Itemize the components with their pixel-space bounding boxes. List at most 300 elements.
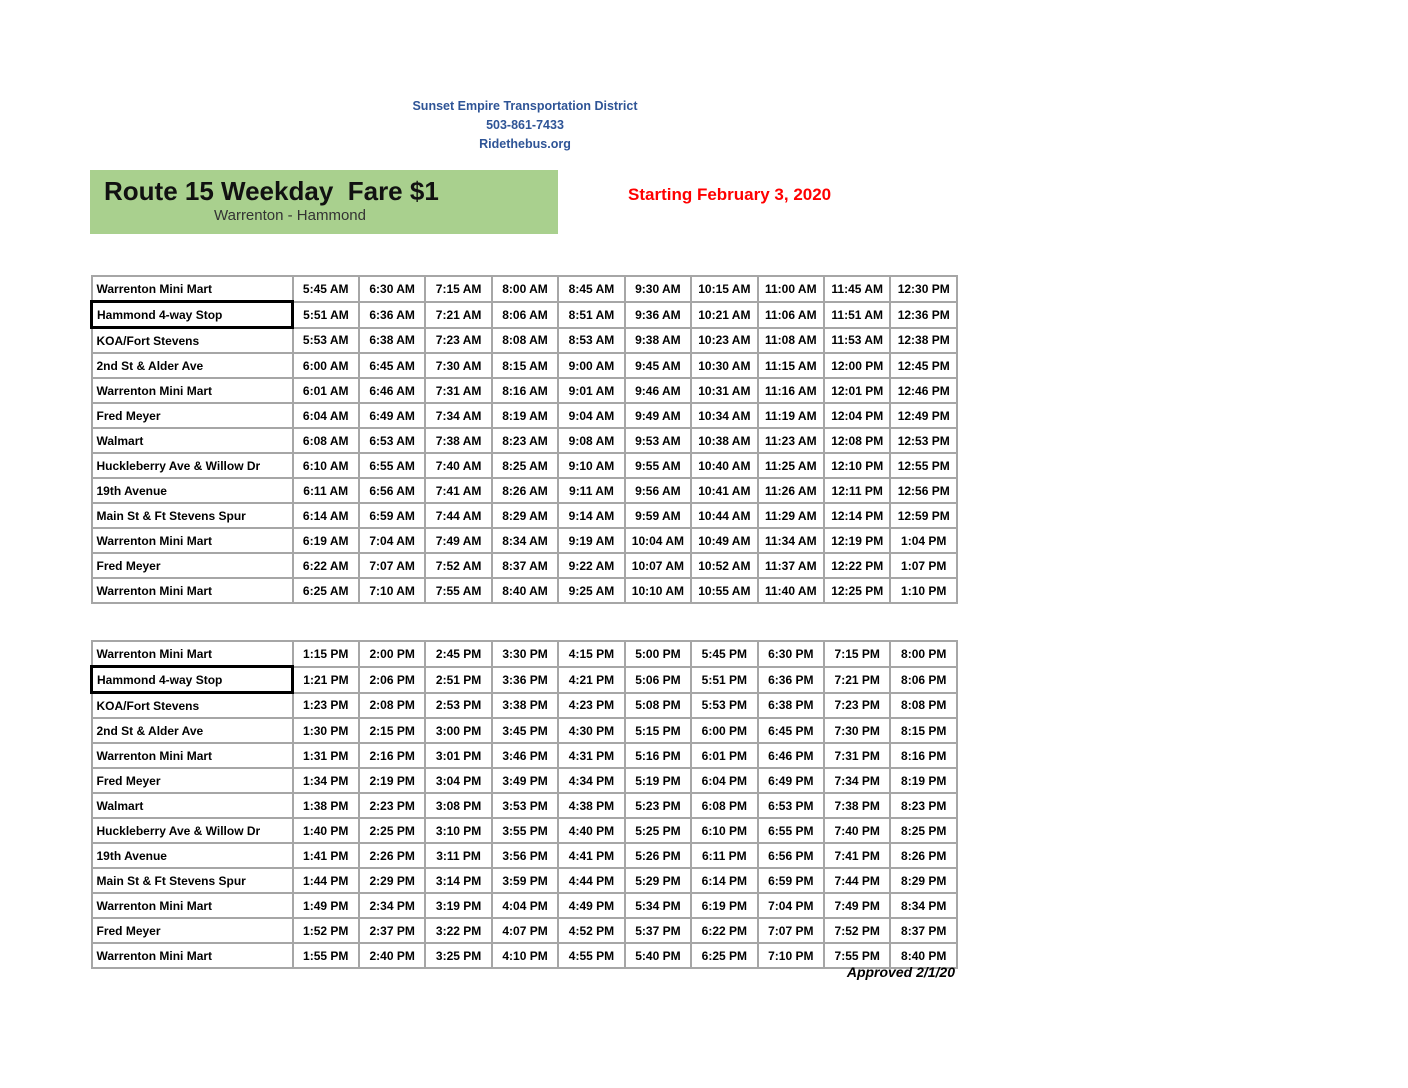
time-cell: 4:15 PM <box>558 641 624 667</box>
time-cell: 1:07 PM <box>890 553 957 578</box>
approved-note: Approved 2/1/20 <box>846 964 955 980</box>
time-cell: 6:25 AM <box>293 578 359 603</box>
route-title: Route 15 Weekday Fare $1 <box>104 176 439 206</box>
time-cell: 6:25 PM <box>691 943 757 968</box>
time-cell: 7:38 AM <box>425 428 491 453</box>
time-cell: 3:25 PM <box>425 943 491 968</box>
time-cell: 8:51 AM <box>558 302 624 328</box>
time-cell: 8:26 PM <box>890 843 957 868</box>
time-cell: 8:16 PM <box>890 743 957 768</box>
time-cell: 7:55 AM <box>425 578 491 603</box>
time-cell: 11:06 AM <box>758 302 824 328</box>
time-cell: 10:10 AM <box>625 578 691 603</box>
time-cell: 8:34 PM <box>890 893 957 918</box>
time-cell: 11:08 AM <box>758 328 824 354</box>
time-cell: 8:29 AM <box>492 503 558 528</box>
time-cell: 6:55 AM <box>359 453 425 478</box>
table-row <box>92 693 958 719</box>
time-cell: 6:53 PM <box>758 793 824 818</box>
time-cell: 1:10 PM <box>890 578 957 603</box>
time-cell: 1:41 PM <box>293 843 359 868</box>
time-cell: 5:06 PM <box>625 667 691 693</box>
time-cell: 7:55 PM <box>824 943 890 968</box>
stop-name-cell: Warrenton Mini Mart <box>92 578 293 603</box>
time-cell: 1:34 PM <box>293 768 359 793</box>
time-cell: 6:59 AM <box>359 503 425 528</box>
table-row <box>92 403 958 428</box>
time-cell: 3:36 PM <box>492 667 558 693</box>
time-cell: 3:14 PM <box>425 868 491 893</box>
time-cell: 3:45 PM <box>492 718 558 743</box>
time-cell: 7:15 AM <box>425 276 491 302</box>
table-row <box>92 578 958 603</box>
time-cell: 7:21 PM <box>824 667 890 693</box>
table-row <box>92 553 958 578</box>
stop-name-cell: Fred Meyer <box>92 403 293 428</box>
time-cell: 6:08 AM <box>293 428 359 453</box>
table-row <box>92 667 958 693</box>
time-cell: 7:40 AM <box>425 453 491 478</box>
time-cell: 6:38 AM <box>359 328 425 354</box>
time-cell: 4:38 PM <box>558 793 624 818</box>
time-cell: 11:23 AM <box>758 428 824 453</box>
time-cell: 6:49 AM <box>359 403 425 428</box>
time-cell: 10:40 AM <box>691 453 757 478</box>
time-cell: 11:15 AM <box>758 353 824 378</box>
time-cell: 4:04 PM <box>492 893 558 918</box>
time-cell: 12:22 PM <box>824 553 890 578</box>
time-cell: 5:45 PM <box>691 641 757 667</box>
time-cell: 6:22 AM <box>293 553 359 578</box>
table-row <box>92 641 958 667</box>
time-cell: 11:16 AM <box>758 378 824 403</box>
time-cell: 10:44 AM <box>691 503 757 528</box>
time-cell: 9:59 AM <box>625 503 691 528</box>
time-cell: 4:40 PM <box>558 818 624 843</box>
time-cell: 8:25 AM <box>492 453 558 478</box>
time-cell: 9:49 AM <box>625 403 691 428</box>
time-cell: 6:38 PM <box>758 693 824 719</box>
stop-name-cell: Fred Meyer <box>92 918 293 943</box>
time-cell: 3:46 PM <box>492 743 558 768</box>
stop-name-cell: Fred Meyer <box>92 553 293 578</box>
stop-name-cell: Fred Meyer <box>92 768 293 793</box>
time-cell: 5:23 PM <box>625 793 691 818</box>
time-cell: 10:31 AM <box>691 378 757 403</box>
table-row <box>92 302 958 328</box>
table-row <box>92 428 958 453</box>
time-cell: 1:31 PM <box>293 743 359 768</box>
time-cell: 6:49 PM <box>758 768 824 793</box>
stop-name-cell: 19th Avenue <box>92 843 293 868</box>
stop-name-cell: Huckleberry Ave & Willow Dr <box>92 453 293 478</box>
time-cell: 8:08 PM <box>890 693 957 719</box>
stop-name-cell: Main St & Ft Stevens Spur <box>92 868 293 893</box>
time-cell: 12:08 PM <box>824 428 890 453</box>
time-cell: 7:34 AM <box>425 403 491 428</box>
time-cell: 5:16 PM <box>625 743 691 768</box>
time-cell: 6:30 AM <box>359 276 425 302</box>
time-cell: 7:40 PM <box>824 818 890 843</box>
time-cell: 5:40 PM <box>625 943 691 968</box>
time-cell: 8:40 PM <box>890 943 957 968</box>
time-cell: 8:34 AM <box>492 528 558 553</box>
table-row <box>92 453 958 478</box>
time-cell: 9:14 AM <box>558 503 624 528</box>
stop-name-cell: Warrenton Mini Mart <box>92 528 293 553</box>
time-cell: 6:01 PM <box>691 743 757 768</box>
stop-name-cell: Main St & Ft Stevens Spur <box>92 503 293 528</box>
table-row <box>92 378 958 403</box>
time-cell: 1:40 PM <box>293 818 359 843</box>
time-cell: 10:55 AM <box>691 578 757 603</box>
time-cell: 9:01 AM <box>558 378 624 403</box>
time-cell: 6:22 PM <box>691 918 757 943</box>
time-cell: 10:23 AM <box>691 328 757 354</box>
time-cell: 11:51 AM <box>824 302 890 328</box>
time-cell: 6:04 PM <box>691 768 757 793</box>
time-cell: 3:22 PM <box>425 918 491 943</box>
time-cell: 3:11 PM <box>425 843 491 868</box>
time-cell: 4:52 PM <box>558 918 624 943</box>
time-cell: 11:00 AM <box>758 276 824 302</box>
time-cell: 4:41 PM <box>558 843 624 868</box>
time-cell: 6:19 AM <box>293 528 359 553</box>
time-cell: 8:29 PM <box>890 868 957 893</box>
time-cell: 6:55 PM <box>758 818 824 843</box>
time-cell: 11:37 AM <box>758 553 824 578</box>
time-cell: 5:00 PM <box>625 641 691 667</box>
time-cell: 4:34 PM <box>558 768 624 793</box>
time-cell: 1:30 PM <box>293 718 359 743</box>
time-cell: 10:21 AM <box>691 302 757 328</box>
table-row <box>92 818 958 843</box>
time-cell: 12:14 PM <box>824 503 890 528</box>
time-cell: 4:44 PM <box>558 868 624 893</box>
time-cell: 2:34 PM <box>359 893 425 918</box>
time-cell: 6:10 AM <box>293 453 359 478</box>
time-cell: 4:07 PM <box>492 918 558 943</box>
time-cell: 8:37 PM <box>890 918 957 943</box>
time-cell: 7:30 PM <box>824 718 890 743</box>
time-cell: 7:44 AM <box>425 503 491 528</box>
route-title-banner <box>90 170 558 234</box>
stop-name-cell: Walmart <box>92 793 293 818</box>
time-cell: 6:53 AM <box>359 428 425 453</box>
time-cell: 12:01 PM <box>824 378 890 403</box>
time-cell: 5:51 PM <box>691 667 757 693</box>
time-cell: 9:55 AM <box>625 453 691 478</box>
time-cell: 11:26 AM <box>758 478 824 503</box>
time-cell: 2:15 PM <box>359 718 425 743</box>
time-cell: 5:29 PM <box>625 868 691 893</box>
time-cell: 8:06 PM <box>890 667 957 693</box>
time-cell: 2:16 PM <box>359 743 425 768</box>
time-cell: 6:00 AM <box>293 353 359 378</box>
time-cell: 3:53 PM <box>492 793 558 818</box>
time-cell: 6:45 AM <box>359 353 425 378</box>
time-cell: 3:08 PM <box>425 793 491 818</box>
time-cell: 5:15 PM <box>625 718 691 743</box>
stop-name-cell: Warrenton Mini Mart <box>92 276 293 302</box>
time-cell: 6:45 PM <box>758 718 824 743</box>
time-cell: 1:44 PM <box>293 868 359 893</box>
time-cell: 2:06 PM <box>359 667 425 693</box>
time-cell: 5:51 AM <box>293 302 359 328</box>
time-cell: 2:00 PM <box>359 641 425 667</box>
time-cell: 8:26 AM <box>492 478 558 503</box>
time-cell: 7:31 PM <box>824 743 890 768</box>
time-cell: 1:38 PM <box>293 793 359 818</box>
time-cell: 3:55 PM <box>492 818 558 843</box>
time-cell: 11:34 AM <box>758 528 824 553</box>
time-cell: 10:30 AM <box>691 353 757 378</box>
table-row <box>92 893 958 918</box>
time-cell: 3:04 PM <box>425 768 491 793</box>
stop-name-cell: Warrenton Mini Mart <box>92 378 293 403</box>
time-cell: 12:30 PM <box>890 276 957 302</box>
time-cell: 7:52 AM <box>425 553 491 578</box>
stop-name-cell: KOA/Fort Stevens <box>92 328 293 354</box>
time-cell: 4:30 PM <box>558 718 624 743</box>
time-cell: 11:29 AM <box>758 503 824 528</box>
time-cell: 1:04 PM <box>890 528 957 553</box>
time-cell: 4:31 PM <box>558 743 624 768</box>
time-cell: 7:41 PM <box>824 843 890 868</box>
time-cell: 5:26 PM <box>625 843 691 868</box>
time-cell: 4:10 PM <box>492 943 558 968</box>
time-cell: 12:25 PM <box>824 578 890 603</box>
time-cell: 12:49 PM <box>890 403 957 428</box>
time-cell: 5:19 PM <box>625 768 691 793</box>
time-cell: 6:56 PM <box>758 843 824 868</box>
time-cell: 12:11 PM <box>824 478 890 503</box>
time-cell: 8:06 AM <box>492 302 558 328</box>
time-cell: 6:14 PM <box>691 868 757 893</box>
time-cell: 10:04 AM <box>625 528 691 553</box>
time-cell: 7:15 PM <box>824 641 890 667</box>
table-row <box>92 353 958 378</box>
time-cell: 10:15 AM <box>691 276 757 302</box>
stop-name-cell-highlighted: Hammond 4-way Stop <box>92 667 293 693</box>
time-cell: 7:23 PM <box>824 693 890 719</box>
time-cell: 9:04 AM <box>558 403 624 428</box>
time-cell: 3:00 PM <box>425 718 491 743</box>
time-cell: 10:38 AM <box>691 428 757 453</box>
time-cell: 1:49 PM <box>293 893 359 918</box>
time-cell: 10:07 AM <box>625 553 691 578</box>
time-cell: 8:45 AM <box>558 276 624 302</box>
time-cell: 7:23 AM <box>425 328 491 354</box>
time-cell: 6:01 AM <box>293 378 359 403</box>
time-cell: 11:45 AM <box>824 276 890 302</box>
time-cell: 9:38 AM <box>625 328 691 354</box>
time-cell: 2:37 PM <box>359 918 425 943</box>
time-cell: 9:25 AM <box>558 578 624 603</box>
time-cell: 12:46 PM <box>890 378 957 403</box>
time-cell: 2:08 PM <box>359 693 425 719</box>
time-cell: 9:56 AM <box>625 478 691 503</box>
org-name: Sunset Empire Transportation District <box>412 99 638 113</box>
stop-name-cell: Huckleberry Ave & Willow Dr <box>92 818 293 843</box>
time-cell: 12:38 PM <box>890 328 957 354</box>
route-subtitle: Warrenton - Hammond <box>214 207 366 224</box>
time-cell: 12:10 PM <box>824 453 890 478</box>
stop-name-cell: Warrenton Mini Mart <box>92 943 293 968</box>
time-cell: 8:00 PM <box>890 641 957 667</box>
time-cell: 6:14 AM <box>293 503 359 528</box>
time-cell: 7:07 PM <box>758 918 824 943</box>
time-cell: 8:19 PM <box>890 768 957 793</box>
time-cell: 7:34 PM <box>824 768 890 793</box>
time-cell: 6:46 PM <box>758 743 824 768</box>
time-cell: 7:38 PM <box>824 793 890 818</box>
time-cell: 7:10 PM <box>758 943 824 968</box>
time-cell: 9:08 AM <box>558 428 624 453</box>
time-cell: 7:10 AM <box>359 578 425 603</box>
time-cell: 9:00 AM <box>558 353 624 378</box>
time-cell: 8:16 AM <box>492 378 558 403</box>
time-cell: 9:46 AM <box>625 378 691 403</box>
time-cell: 1:23 PM <box>293 693 359 719</box>
time-cell: 2:53 PM <box>425 693 491 719</box>
time-cell: 6:36 PM <box>758 667 824 693</box>
org-website: Ridethebus.org <box>479 137 571 151</box>
time-cell: 5:25 PM <box>625 818 691 843</box>
time-cell: 8:19 AM <box>492 403 558 428</box>
time-cell: 6:19 PM <box>691 893 757 918</box>
time-cell: 11:40 AM <box>758 578 824 603</box>
time-cell: 12:55 PM <box>890 453 957 478</box>
time-cell: 6:56 AM <box>359 478 425 503</box>
time-cell: 7:49 PM <box>824 893 890 918</box>
time-cell: 12:00 PM <box>824 353 890 378</box>
stop-name-cell: Warrenton Mini Mart <box>92 743 293 768</box>
table-row <box>92 478 958 503</box>
time-cell: 4:23 PM <box>558 693 624 719</box>
time-cell: 8:00 AM <box>492 276 558 302</box>
table-row <box>92 328 958 354</box>
table-row <box>92 843 958 868</box>
time-cell: 6:30 PM <box>758 641 824 667</box>
table-row <box>92 868 958 893</box>
time-cell: 2:40 PM <box>359 943 425 968</box>
time-cell: 4:49 PM <box>558 893 624 918</box>
stop-name-cell: Warrenton Mini Mart <box>92 893 293 918</box>
table-row <box>92 718 958 743</box>
time-cell: 8:08 AM <box>492 328 558 354</box>
table-row <box>92 743 958 768</box>
time-cell: 12:59 PM <box>890 503 957 528</box>
time-cell: 3:49 PM <box>492 768 558 793</box>
time-cell: 8:53 AM <box>558 328 624 354</box>
time-cell: 3:56 PM <box>492 843 558 868</box>
time-cell: 6:36 AM <box>359 302 425 328</box>
time-cell: 7:31 AM <box>425 378 491 403</box>
time-cell: 6:46 AM <box>359 378 425 403</box>
time-cell: 2:19 PM <box>359 768 425 793</box>
time-cell: 12:56 PM <box>890 478 957 503</box>
time-cell: 3:10 PM <box>425 818 491 843</box>
table-row <box>92 528 958 553</box>
time-cell: 5:53 AM <box>293 328 359 354</box>
org-phone: 503-861-7433 <box>486 118 564 132</box>
time-cell: 2:25 PM <box>359 818 425 843</box>
stop-name-cell-highlighted: Hammond 4-way Stop <box>92 302 293 328</box>
time-cell: 5:45 AM <box>293 276 359 302</box>
time-cell: 8:15 PM <box>890 718 957 743</box>
time-cell: 6:59 PM <box>758 868 824 893</box>
time-cell: 7:49 AM <box>425 528 491 553</box>
time-cell: 7:21 AM <box>425 302 491 328</box>
time-cell: 1:15 PM <box>293 641 359 667</box>
table-row <box>92 276 958 302</box>
time-cell: 3:38 PM <box>492 693 558 719</box>
time-cell: 7:41 AM <box>425 478 491 503</box>
time-cell: 9:19 AM <box>558 528 624 553</box>
table-row <box>92 793 958 818</box>
stop-name-cell: 2nd St & Alder Ave <box>92 718 293 743</box>
stop-name-cell: 19th Avenue <box>92 478 293 503</box>
time-cell: 5:37 PM <box>625 918 691 943</box>
pm-schedule-table <box>90 640 958 969</box>
starting-date-note: Starting February 3, 2020 <box>628 185 832 204</box>
time-cell: 12:36 PM <box>890 302 957 328</box>
stop-name-cell: KOA/Fort Stevens <box>92 693 293 719</box>
time-cell: 7:44 PM <box>824 868 890 893</box>
time-cell: 10:34 AM <box>691 403 757 428</box>
time-cell: 12:53 PM <box>890 428 957 453</box>
time-cell: 1:21 PM <box>293 667 359 693</box>
table-row <box>92 503 958 528</box>
time-cell: 6:08 PM <box>691 793 757 818</box>
time-cell: 10:49 AM <box>691 528 757 553</box>
time-cell: 6:11 PM <box>691 843 757 868</box>
time-cell: 6:04 AM <box>293 403 359 428</box>
time-cell: 3:30 PM <box>492 641 558 667</box>
time-cell: 2:26 PM <box>359 843 425 868</box>
time-cell: 2:23 PM <box>359 793 425 818</box>
time-cell: 8:40 AM <box>492 578 558 603</box>
org-header <box>0 97 1050 154</box>
time-cell: 11:53 AM <box>824 328 890 354</box>
time-cell: 9:36 AM <box>625 302 691 328</box>
time-cell: 1:55 PM <box>293 943 359 968</box>
time-cell: 10:41 AM <box>691 478 757 503</box>
time-cell: 12:45 PM <box>890 353 957 378</box>
time-cell: 7:07 AM <box>359 553 425 578</box>
time-cell: 3:59 PM <box>492 868 558 893</box>
time-cell: 9:22 AM <box>558 553 624 578</box>
time-cell: 8:23 PM <box>890 793 957 818</box>
time-cell: 6:11 AM <box>293 478 359 503</box>
time-cell: 9:53 AM <box>625 428 691 453</box>
am-schedule-table <box>90 275 958 604</box>
time-cell: 9:11 AM <box>558 478 624 503</box>
time-cell: 4:21 PM <box>558 667 624 693</box>
time-cell: 2:45 PM <box>425 641 491 667</box>
stop-name-cell: Warrenton Mini Mart <box>92 641 293 667</box>
time-cell: 12:19 PM <box>824 528 890 553</box>
time-cell: 12:04 PM <box>824 403 890 428</box>
table-row <box>92 918 958 943</box>
stop-name-cell: Walmart <box>92 428 293 453</box>
time-cell: 8:15 AM <box>492 353 558 378</box>
stop-name-cell: 2nd St & Alder Ave <box>92 353 293 378</box>
time-cell: 2:29 PM <box>359 868 425 893</box>
time-cell: 5:08 PM <box>625 693 691 719</box>
time-cell: 7:04 PM <box>758 893 824 918</box>
